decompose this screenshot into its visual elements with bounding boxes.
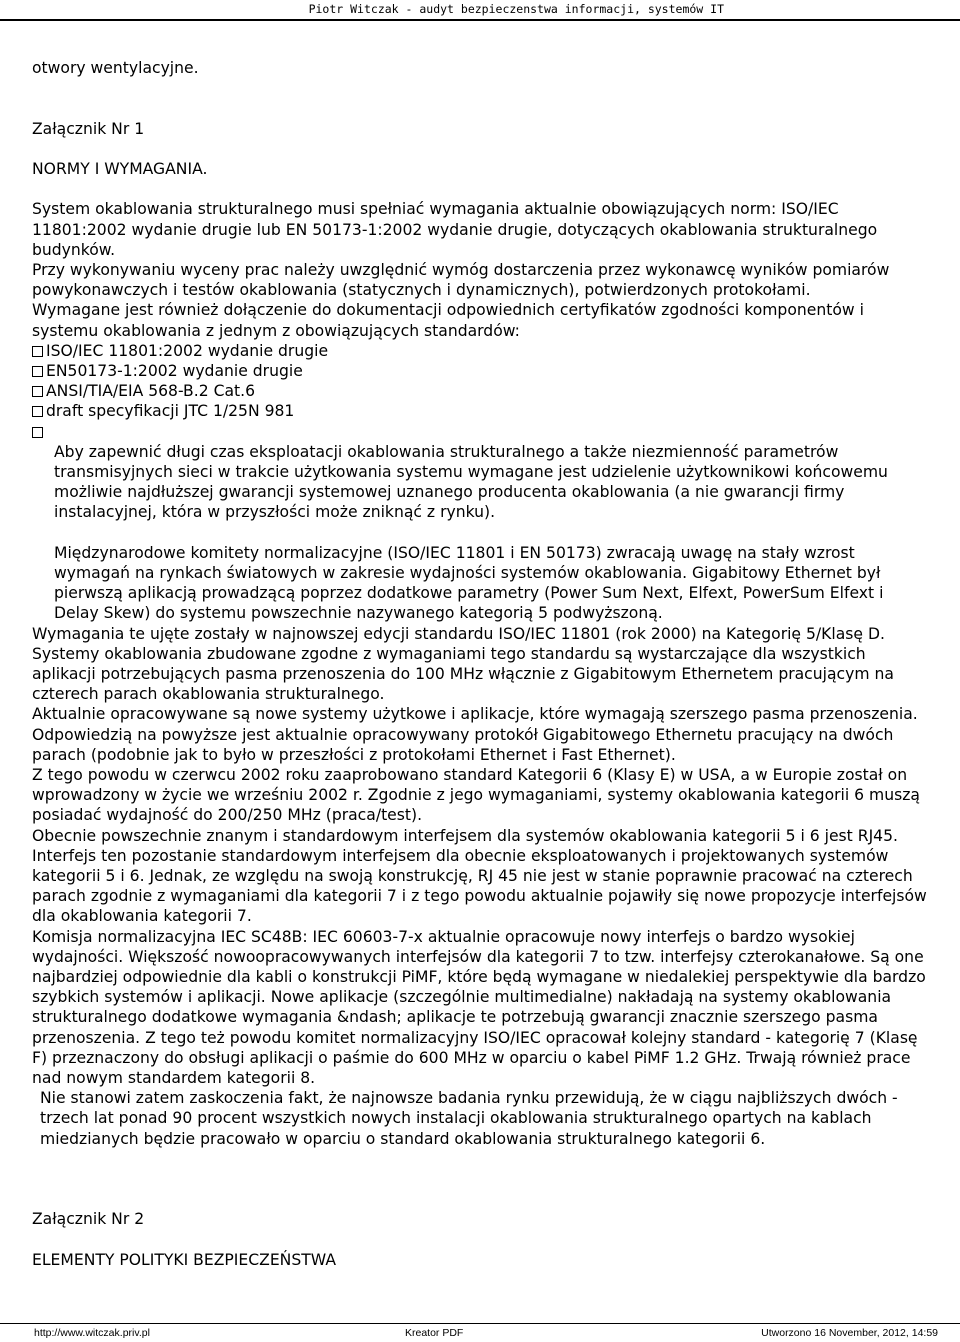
checkbox-icon: [32, 346, 43, 357]
page-header-title: Piotr Witczak - audyt bezpieczenstwa informacji, systemów IT: [308, 2, 724, 16]
list-item: [32, 422, 932, 442]
list-item: EN50173-1:2002 wydanie drugie: [32, 361, 932, 381]
footer-created-date: Utworzono 16 November, 2012, 14:59: [761, 1327, 938, 1339]
paragraph-category5: Wymagania te ujęte zostały w najnowszej edycji standardu ISO/IEC 11801 (rok 2000) na Kategorię 5/Klasę D. Systemy okablowania zbudowane zgodne z wymaganiami tego standardu są wystarczające dla wszystkich aplikacji potrzebujących pasma przenoszenia do 100 MHz włącznie z Gigabitowym Ethernetem pracującym na czterech parach okablowania strukturalnego.: [32, 624, 894, 704]
annex1-title: Załącznik Nr 1: [32, 119, 145, 138]
footer-url-link[interactable]: http://www.witczak.priv.pl: [34, 1327, 150, 1339]
norms-title: NORMY I WYMAGANIA.: [32, 159, 208, 178]
intro-text: otwory wentylacyjne.: [32, 59, 199, 77]
list-item: ISO/IEC 11801:2002 wydanie drugie: [32, 341, 932, 361]
footer-creator: Kreator PDF: [405, 1327, 464, 1339]
security-title: ELEMENTY POLITYKI BEZPIECZEŃSTWA: [32, 1250, 337, 1269]
document-body: [32, 58, 932, 1270]
paragraph-warranty: Aby zapewnić długi czas eksploatacji okablowania strukturalnego a także niezmienność parametrów transmisyjnych sieci w trakcie użytkowania systemu wymagane jest udzielenie użytkownikowi końcowemu możliwie najdłuższej gwarancji systemowej uznanego producenta okablowania (a nie gwarancji firmy instalacyjnej, która w przyszłości może zniknąć z rynku).: [54, 442, 888, 522]
annex2-title: Załącznik Nr 2: [32, 1210, 145, 1229]
list-item: ANSI/TIA/EIA 568-B.2 Cat.6: [32, 381, 932, 401]
paragraph-measurements: Przy wykonywaniu wyceny prac należy uwzględnić wymóg dostarczenia przez wykonawcę wyników pomiarów powykonawczych i testów okablowania (statycznych i dynamicznych), potwierdzonych protokołami.: [32, 260, 890, 300]
header-divider: [0, 19, 960, 21]
paragraph-new-systems: Aktualnie opracowywane są nowe systemy użytkowe i aplikacje, które wymagają szerszego pasma przenoszenia. Odpowiedzią na powyższe jest aktualnie opracowywany protokół Gigabitowego Ethernetu pracujący na dwóch parach (podobnie jak to było w przeszłości z protokołami Ethernet i Fast Ethernet).: [32, 705, 918, 764]
paragraph-certificates: Wymagane jest również dołączenie do dokumentacji odpowiednich certyfikatów zgodności komponentów i systemu okablowania z jednym z obowiązujących standardów:: [32, 301, 864, 340]
paragraph-committees: Międzynarodowe komitety normalizacyjne (ISO/IEC 11801 i EN 50173) zwracają uwagę na stały wzrost wymagań na rynkach światowych w zakresie wydajności systemów okablowania. Gigabitowy Ethernet był pierwszą aplikacją prowadzącą poprzez dodatkowe parametry (Power Sum Next, Elfext, PowerSum Elfext i Delay Skew) do systemu powszechnie nazywanego kategorią 5 podwyższoną.: [54, 543, 884, 623]
paragraph-market: Nie stanowi zatem zaskoczenia fakt, że najnowsze badania rynku przewidują, że w ciągu najbliższych dwóch - trzech lat ponad 90 procent wszystkich nowych instalacji okablowania strukturalnego opartych na kablach miedzianych będzie pracowało w oparciu o standard okablowania strukturalnego kategorii 6.: [40, 1089, 898, 1148]
paragraph-rj45: Obecnie powszechnie znanym i standardowym interfejsem dla systemów okablowania kategorii 5 i 6 jest RJ45. Interfejs ten pozostanie standardowym interfejsem dla obecnie eksploatowanych i projektowanych systemów kategorii 5 i 6. Jednak, ze względu na swoją konstrukcję, RJ 45 nie jest w stanie poprawnie pracować na czterech parach zgodnie z wymaganiami dla kategorii 7 i z tego powodu aktualnie pojawiły się nowe propozycje interfejsów dla okablowania kategorii 7.: [32, 826, 927, 926]
checkbox-icon: [32, 386, 43, 397]
paragraph-category6: Z tego powodu w czerwcu 2002 roku zaaprobowano standard Kategorii 6 (Klasy E) w USA, a w Europie został on wprowadzony w życie we wrześniu 2002 r. Zgodnie z jego wymaganiami, systemy okablowania kategorii 6 muszą posiadać wydajność do 200/250 MHz (praca/test).: [32, 766, 920, 825]
checkbox-icon: [32, 427, 43, 438]
checkbox-icon: [32, 366, 43, 377]
page-footer: [0, 1323, 960, 1342]
list-item: draft specyfikacji JTC 1/25N 981: [32, 401, 932, 421]
checkbox-icon: [32, 406, 43, 417]
paragraph-category7: Komisja normalizacyjna IEC SC48B: IEC 60603-7-x aktualnie opracowuje nowy interfejs o bardzo wysokiej wydajności. Większość nowoopracowywanych interfejsów dla kategorii 7 to tzw. interfejsy czterokanałowe. Są one najbardziej odpowiednie dla kabli o konstrukcji PiMF, które będą wymagane w niedalekiej perspektywie dla bardzo szybkich systemów i aplikacji. Nowe aplikacje (szczególnie multimedialne) nakładają na systemy okablowania strukturalnego dodatkowe wymagania &ndash; aplikacje te potrzebują gwarancji znacznie szerszego pasma przenoszenia. Z tego też powodu komitet normalizacyjny ISO/IEC opracował kolejny standard - kategorię 7 (Klasę F) przeznaczony do obsługi aplikacji o paśmie do 600 MHz w oparciu o kabel PiMF 1.2 GHz. Trwają również prace nad nowym standardem kategorii 8.: [32, 927, 926, 1088]
paragraph-norms-requirement: System okablowania strukturalnego musi spełniać wymagania aktualnie obowiązujących norm: ISO/IEC 11801:2002 wydanie drugie lub EN 50173-1:2002 wydanie drugie, dotyczących okablowania strukturalnego budynków.: [32, 200, 878, 259]
